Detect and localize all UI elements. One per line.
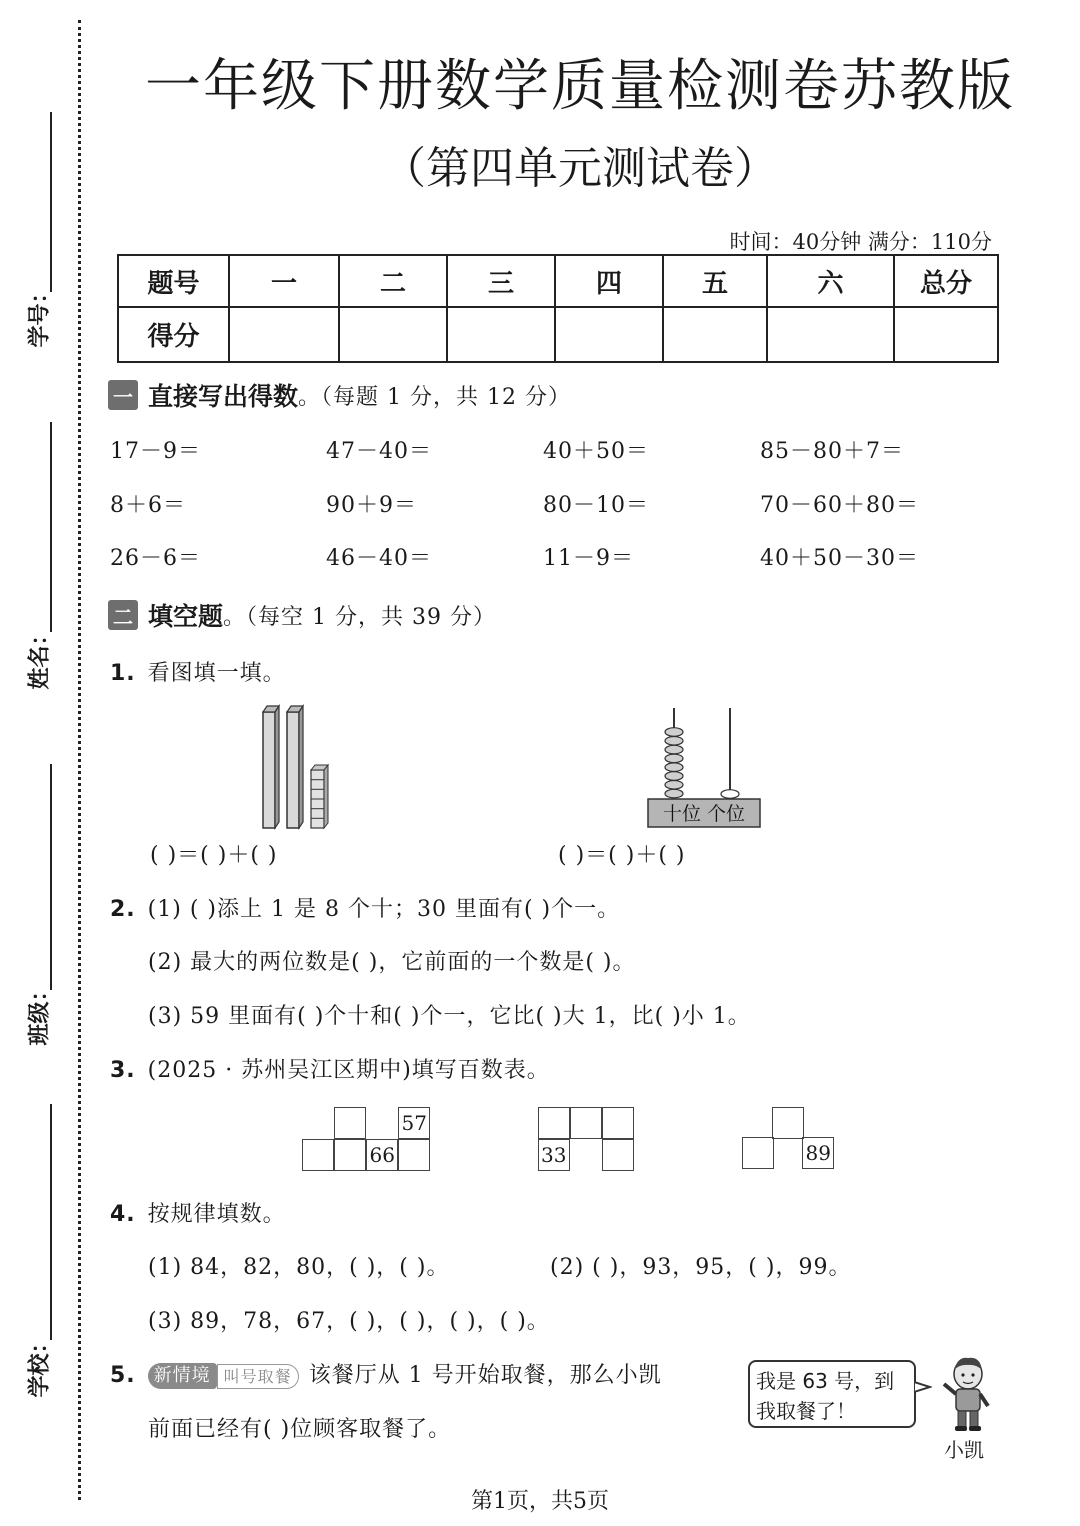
q4-part1: (1) 84，82，80，( )，( )。 xyxy=(148,1255,450,1280)
equation: 46－40＝ xyxy=(326,546,432,571)
equation: 17－9＝ xyxy=(110,439,201,464)
hundred-chart-cell[interactable] xyxy=(602,1107,634,1139)
section2-note: 。（每空 1 分，共 39 分） xyxy=(223,604,496,630)
q1-number: 1. xyxy=(110,661,136,686)
q2-part3: (3) 59 里面有( )个十和( )个一，它比( )大 1，比( )小 1。 xyxy=(148,1004,751,1029)
score-header-cell: 六 xyxy=(767,255,894,307)
equation: 40＋50－30＝ xyxy=(760,546,919,571)
hundred-chart-cell: 89 xyxy=(802,1137,834,1169)
score-cell[interactable] xyxy=(767,307,894,362)
q2-number: 2. xyxy=(110,897,136,922)
hundred-chart-cell[interactable] xyxy=(602,1139,634,1171)
tens-beads xyxy=(665,728,683,798)
name-line xyxy=(50,422,52,632)
equation: 85－80＋7＝ xyxy=(760,439,904,464)
student-id-line xyxy=(50,112,52,292)
score-row-label: 得分 xyxy=(118,307,229,362)
class-line xyxy=(50,764,52,990)
unit-cubes-icon xyxy=(311,765,328,828)
speech-bubble: 我是 63 号，到我取餐了！ xyxy=(748,1360,916,1428)
page-footer: 第1页，共5页 xyxy=(471,1489,609,1514)
section1-heading xyxy=(108,377,571,413)
section1-title: 直接写出得数 xyxy=(148,382,299,411)
school-label: 学校： xyxy=(27,1331,53,1398)
abacus-label: 十位 个位 xyxy=(662,803,746,825)
character-name: 小凯 xyxy=(944,1438,984,1462)
q2-part1 xyxy=(110,892,620,923)
q5-text: 该餐厅从 1 号开始取餐，那么小凯 xyxy=(308,1363,662,1388)
score-header-cell: 总分 xyxy=(894,255,998,307)
hundred-chart-cell[interactable] xyxy=(742,1137,774,1169)
page-title: 一年级下册数学质量检测卷苏教版 xyxy=(145,54,1015,119)
score-cell[interactable] xyxy=(447,307,555,362)
q1-left-fill: ( )＝( )＋( ) xyxy=(150,843,278,868)
school-line xyxy=(50,1104,52,1340)
hundred-chart-cell: 66 xyxy=(366,1139,398,1171)
name-label: 姓名： xyxy=(27,623,53,690)
ten-stick-icon xyxy=(287,706,303,828)
score-cell[interactable] xyxy=(894,307,998,362)
equation: 40＋50＝ xyxy=(543,439,649,464)
section1-badge: 一 xyxy=(108,380,138,410)
section2-badge: 二 xyxy=(108,600,138,630)
equation: 47－40＝ xyxy=(326,439,432,464)
hundred-chart-cell[interactable] xyxy=(302,1139,334,1171)
equation: 70－60＋80＝ xyxy=(760,493,919,518)
ones-bead xyxy=(721,790,739,799)
counting-sticks-figure xyxy=(255,704,335,830)
score-header-cell: 题号 xyxy=(118,255,229,307)
hundred-chart-cell[interactable] xyxy=(334,1139,366,1171)
equation: 8＋6＝ xyxy=(110,493,186,518)
q4-part2: (2) ( )，93，95，( )，99。 xyxy=(550,1255,852,1280)
q1-prompt xyxy=(110,656,286,687)
score-cell[interactable] xyxy=(663,307,767,362)
q5-prompt xyxy=(110,1358,662,1389)
q3-text: (2025 · 苏州吴江区期中)填写百数表。 xyxy=(147,1058,550,1083)
binding-dotted-line xyxy=(78,20,81,1500)
q2-part1-text: (1) ( )添上 1 是 8 个十；30 里面有( )个一。 xyxy=(147,897,621,922)
hundred-chart-cell[interactable] xyxy=(334,1107,366,1139)
page-subtitle: （第四单元测试卷） xyxy=(382,143,778,194)
equation: 90＋9＝ xyxy=(326,493,417,518)
score-cell[interactable] xyxy=(229,307,339,362)
score-header-cell: 三 xyxy=(447,255,555,307)
score-header-cell: 二 xyxy=(339,255,447,307)
hundred-chart-cell: 57 xyxy=(398,1107,430,1139)
q4-text: 按规律填数。 xyxy=(147,1202,286,1227)
abacus-figure xyxy=(642,706,766,830)
score-header-cell: 四 xyxy=(555,255,663,307)
q3-prompt xyxy=(110,1053,550,1084)
q2-part2: (2) 最大的两位数是( )，它前面的一个数是( )。 xyxy=(148,950,636,975)
q4-part3: (3) 89，78，67，( )，( )，( )，( )。 xyxy=(148,1309,550,1334)
new-scenario-tag: 新情境 xyxy=(148,1363,217,1389)
ten-stick-icon xyxy=(263,706,279,828)
q3-number: 3. xyxy=(110,1058,136,1083)
section2-title: 填空题 xyxy=(148,602,224,631)
score-header-cell: 五 xyxy=(663,255,767,307)
q5-text2: 前面已经有( )位顾客取餐了。 xyxy=(148,1417,452,1442)
topic-tag: 叫号取餐 xyxy=(217,1364,299,1389)
q1-right-fill: ( )＝( )＋( ) xyxy=(558,843,686,868)
q4-number: 4. xyxy=(110,1202,136,1227)
hundred-chart-cell[interactable] xyxy=(570,1107,602,1139)
student-id-label: 学号： xyxy=(27,281,53,348)
score-cell[interactable] xyxy=(339,307,447,362)
score-table xyxy=(117,254,999,363)
equation: 26－6＝ xyxy=(110,546,201,571)
hundred-chart-cell[interactable] xyxy=(772,1107,804,1139)
score-header-cell: 一 xyxy=(229,255,339,307)
q1-text: 看图填一填。 xyxy=(147,661,286,686)
hundred-chart-cell: 33 xyxy=(538,1139,570,1171)
q4-prompt xyxy=(110,1197,286,1228)
equation: 11－9＝ xyxy=(543,546,634,571)
q5-number: 5. xyxy=(110,1363,136,1388)
score-cell[interactable] xyxy=(555,307,663,362)
exam-meta: 时间：40分钟 满分：110分 xyxy=(729,230,992,254)
bubble-tail-icon xyxy=(914,1380,932,1396)
boy-character-icon xyxy=(938,1354,998,1432)
section2-heading xyxy=(108,597,496,633)
hundred-chart-cell[interactable] xyxy=(398,1139,430,1171)
section1-note: 。（每题 1 分，共 12 分） xyxy=(298,384,571,410)
hundred-chart-cell[interactable] xyxy=(538,1107,570,1139)
class-label: 班级： xyxy=(27,979,53,1046)
equation: 80－10＝ xyxy=(543,493,649,518)
